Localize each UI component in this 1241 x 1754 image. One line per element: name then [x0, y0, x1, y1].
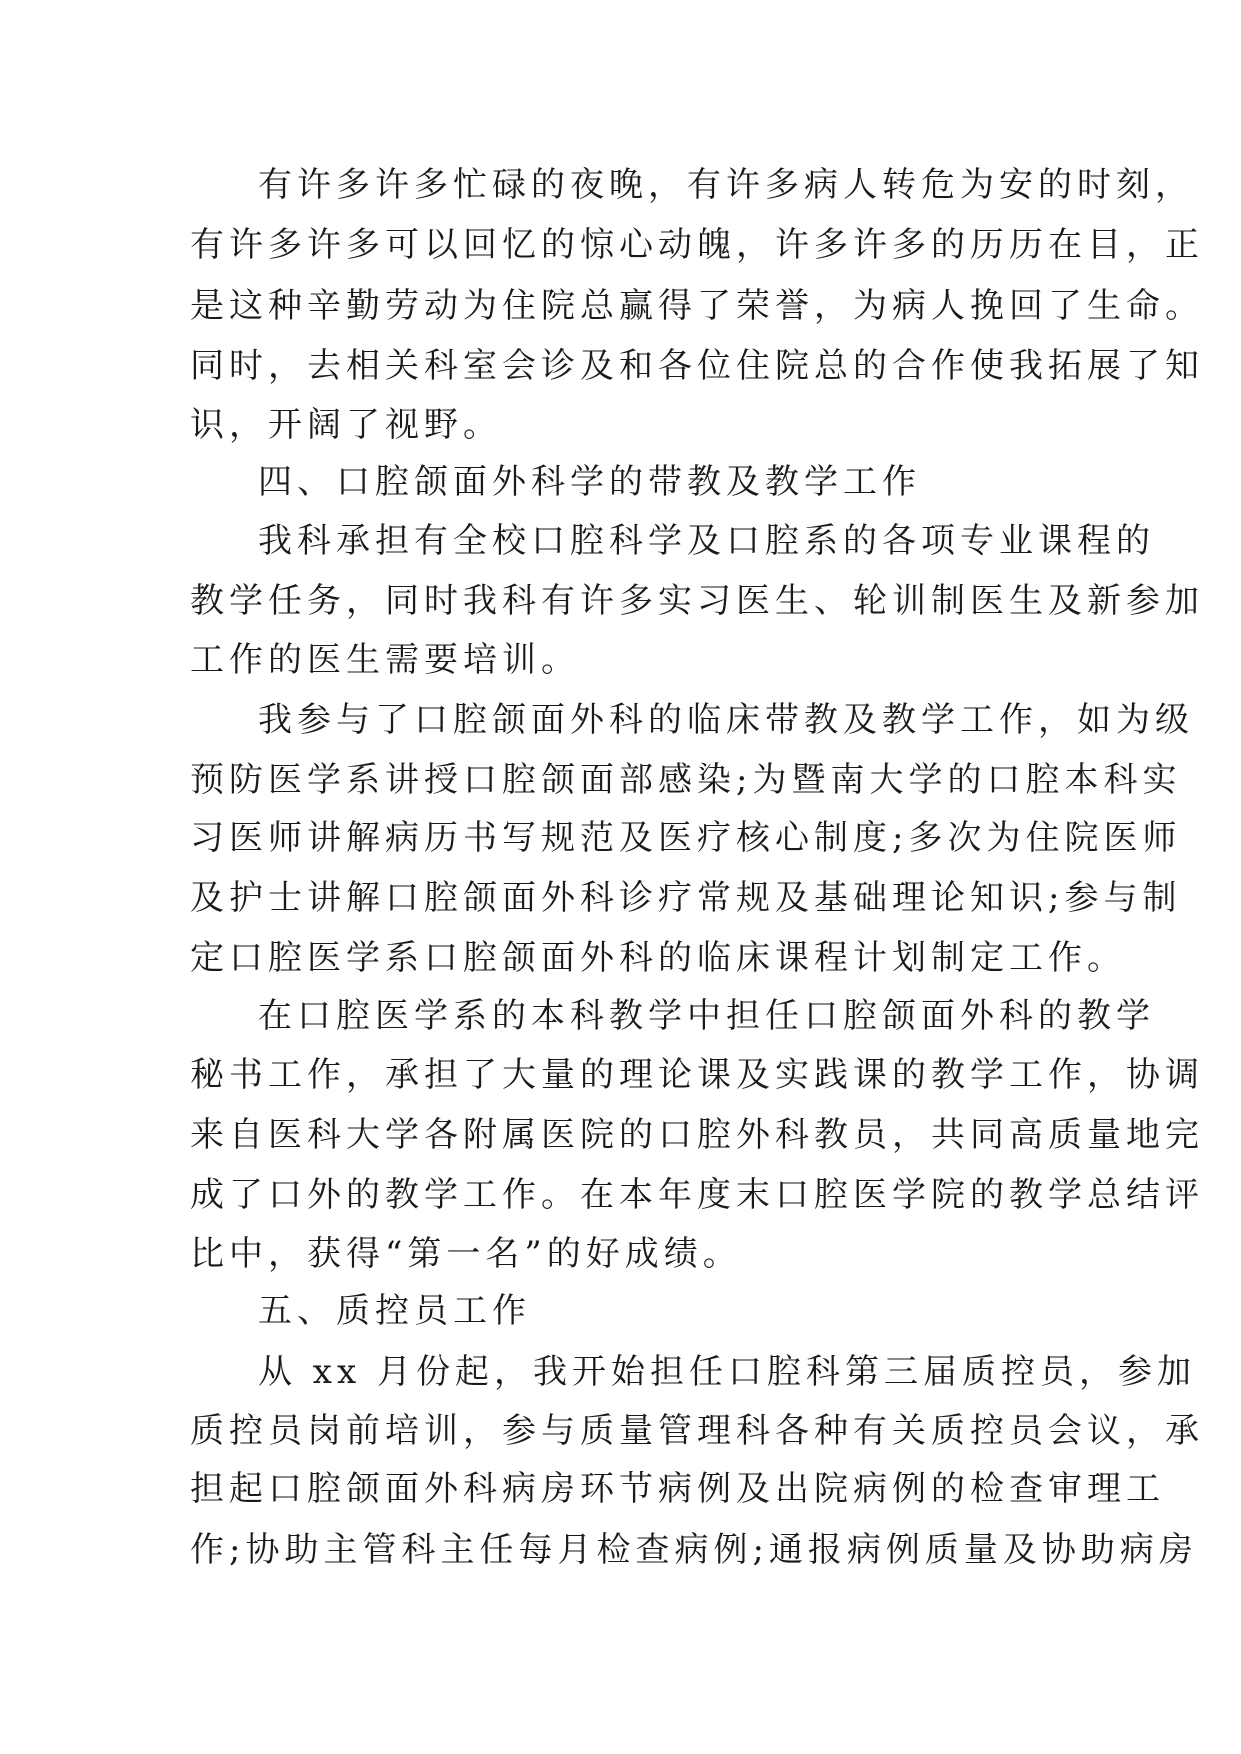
text-line: 识，开阔了视野。 [190, 405, 502, 445]
section-heading: 四、口腔颌面外科学的带教及教学工作 [258, 462, 921, 502]
text-line: 质控员岗前培训，参与质量管理科各种有关质控员会议，承 [190, 1411, 1204, 1451]
text-line: 定口腔医学系口腔颌面外科的临床课程计划制定工作。 [190, 938, 1126, 978]
text-line: 有许多许多可以回忆的惊心动魄，许多许多的历历在目，正 [190, 225, 1204, 265]
text-line: 在口腔医学系的本科教学中担任口腔颌面外科的教学 [258, 996, 1155, 1036]
text-line: 习医师讲解病历书写规范及医疗核心制度;多次为住院医师 [190, 818, 1182, 858]
text-line: 教学任务，同时我科有许多实习医生、轮训制医生及新参加 [190, 581, 1204, 621]
text-line: 我科承担有全校口腔科学及口腔系的各项专业课程的 [258, 521, 1155, 561]
text-line: 我参与了口腔颌面外科的临床带教及教学工作，如为级 [258, 700, 1194, 740]
text-line: 工作的医生需要培训。 [190, 640, 580, 680]
text-line: 预防医学系讲授口腔颌面部感染;为暨南大学的口腔本科实 [190, 760, 1182, 800]
text-line: 比中，获得“第一名”的好成绩。 [190, 1234, 742, 1274]
text-line: 及护士讲解口腔颌面外科诊疗常规及基础理论知识;参与制 [190, 878, 1182, 918]
text-line: 秘书工作，承担了大量的理论课及实践课的教学工作，协调 [190, 1055, 1204, 1095]
text-line: 是这种辛勤劳动为住院总赢得了荣誉，为病人挽回了生命。 [190, 286, 1204, 326]
text-line: 作;协助主管科主任每月检查病例;通报病例质量及协助病房 [190, 1530, 1198, 1570]
text-line: 担起口腔颌面外科病房环节病例及出院病例的检查审理工 [190, 1469, 1165, 1509]
text-line: 来自医科大学各附属医院的口腔外科教员，共同高质量地完 [190, 1115, 1204, 1155]
text-line: 成了口外的教学工作。在本年度末口腔医学院的教学总结评 [190, 1175, 1204, 1215]
text-line: 同时，去相关科室会诊及和各位住院总的合作使我拓展了知 [190, 346, 1204, 386]
section-heading: 五、质控员工作 [258, 1291, 531, 1331]
text-line: 从 xx 月份起，我开始担任口腔科第三届质控员，参加 [258, 1352, 1196, 1392]
text-line: 有许多许多忙碌的夜晚，有许多病人转危为安的时刻， [258, 165, 1194, 205]
